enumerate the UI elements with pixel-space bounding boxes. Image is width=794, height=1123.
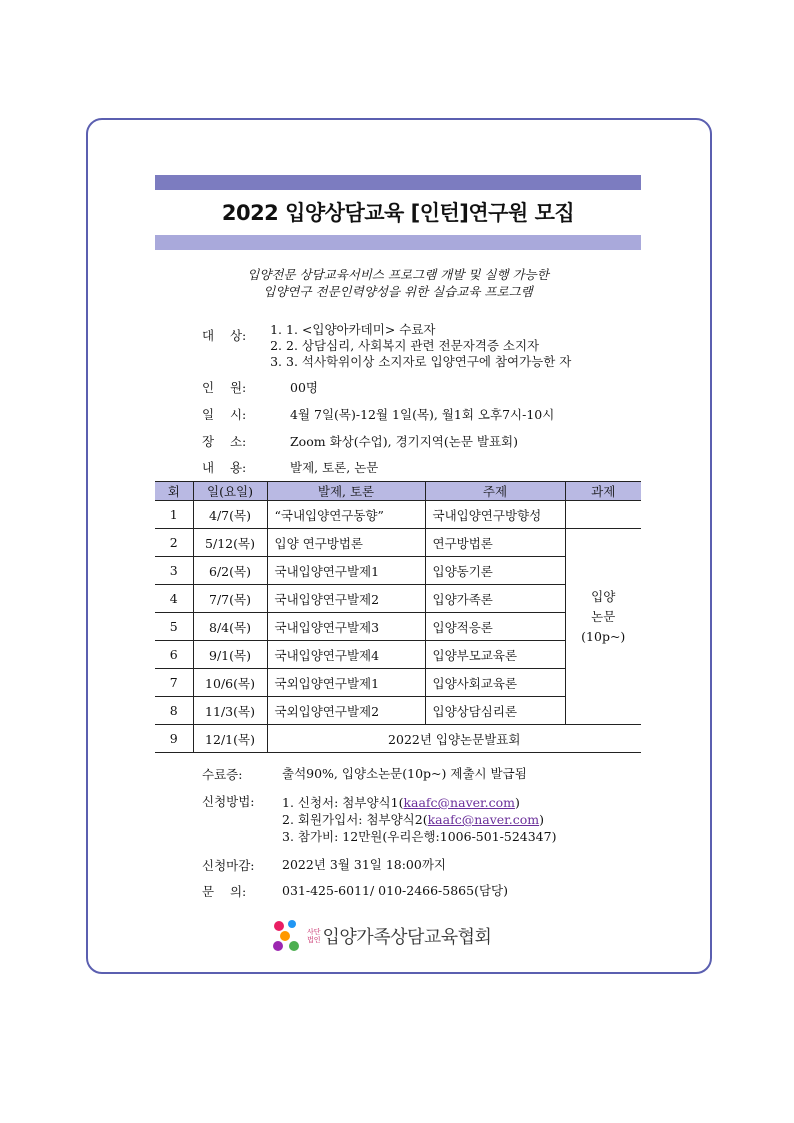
cell-date: 10/6(목) [193,669,267,697]
cell-date: 9/1(목) [193,641,267,669]
cell-topic: 국내입양연구발제3 [267,613,425,641]
cell-topic: 국내입양연구발제2 [267,585,425,613]
assignment-line-1: 입양 [591,588,616,604]
cell-date: 8/4(목) [193,613,267,641]
cell-topic: 입양 연구방법론 [267,529,425,557]
cell-no: 5 [155,613,193,641]
cell-subject: 입양동기론 [425,557,565,585]
apply-item-3: 3. 참가비: 12만원(우리은행:1006-501-524347) [282,829,557,844]
apply-item-1-suffix: ) [514,795,520,810]
subtitle [155,266,641,300]
logo-name: 입양가족상담교육협회 [322,927,492,948]
count-value: 00명 [290,380,318,395]
table-header-row [155,482,641,501]
cell-subject: 국내입양연구방향성 [425,501,565,529]
apply-email-link-2[interactable]: kaafc@naver.com [427,812,540,827]
cell-no: 6 [155,641,193,669]
target-item-2: 2. 2. 상담심리, 사회복지 관련 전문자격증 소지자 [286,338,571,354]
cell-date: 7/7(목) [193,585,267,613]
header-assignment: 과제 [565,482,641,501]
logo-small-bottom: 법인 [307,936,321,944]
target-item-3: 3. 3. 석사학위이상 소지자로 입양연구에 참여가능한 자 [286,354,571,370]
apply-email-link-1[interactable]: kaafc@naver.com [403,795,515,810]
cert-value: 출석90%, 입양소논문(10p~) 제출시 발급됨 [282,766,527,781]
cell-final-event: 2022년 입양논문발표회 [267,725,641,753]
datetime-value: 4월 7일(목)-12월 1일(목), 월1회 오후7시-10시 [290,407,555,422]
content-label: 내 용: [202,460,247,475]
cell-date: 12/1(목) [193,725,267,753]
cell-date: 6/2(목) [193,557,267,585]
contact-label: 문 의: [202,884,247,899]
subtitle-line-1: 입양전문 상담교육서비스 프로그램 개발 및 실행 가능한 [247,267,549,282]
header-subject: 주제 [425,482,565,501]
apply-list [282,794,556,845]
target-list [286,322,571,370]
table-row [155,501,641,529]
cell-no: 1 [155,501,193,529]
apply-item-2 [282,811,556,828]
cell-topic: 국내입양연구발제4 [267,641,425,669]
cell-assignment [565,529,641,725]
cell-subject: 입양가족론 [425,585,565,613]
title-bar-bottom [155,235,641,250]
cell-subject: 연구방법론 [425,529,565,557]
cell-no: 2 [155,529,193,557]
cell-no: 4 [155,585,193,613]
cell-assignment-empty [565,501,641,529]
cell-subject: 입양적응론 [425,613,565,641]
cell-subject: 입양상담심리론 [425,697,565,725]
header-topic: 발제, 토론 [267,482,425,501]
apply-item-1-prefix: 1. 신청서: 첨부양식1( [282,795,404,810]
header-no: 회 [155,482,193,501]
apply-item-2-suffix: ) [539,812,545,827]
apply-item-1 [282,794,556,811]
cell-date: 11/3(목) [193,697,267,725]
content-value: 발제, 토론, 논문 [290,460,379,475]
cell-topic: 국내입양연구발제1 [267,557,425,585]
table-row-final [155,725,641,753]
logo-mark-icon [272,919,304,953]
deadline-value: 2022년 3월 31일 18:00까지 [282,857,446,872]
deadline-label: 신청마감: [202,858,255,873]
target-label: 대 상: [202,328,247,343]
target-item-1: 1. 1. <입양아카데미> 수료자 [286,322,571,338]
cell-date: 5/12(목) [193,529,267,557]
apply-item-2-prefix: 2. 회원가입서: 첨부양식2( [282,812,428,827]
page-title: 2022 입양상담교육 [인턴]연구원 모집 [221,201,575,225]
table-row [155,529,641,557]
logo-small-text [307,928,321,944]
subtitle-line-2: 입양연구 전문인력양성을 위한 실습교육 프로그램 [263,284,533,299]
cell-no: 3 [155,557,193,585]
place-label: 장 소: [202,434,247,449]
cert-label: 수료증: [202,767,243,782]
cell-subject: 입양사회교육론 [425,669,565,697]
assignment-line-2: 논문 [591,608,616,624]
assignment-line-3: (10p~) [581,628,626,644]
cell-topic: “국내입양연구동향” [267,501,425,529]
cell-date: 4/7(목) [193,501,267,529]
cell-subject: 입양부모교육론 [425,641,565,669]
place-value: Zoom 화상(수업), 경기지역(논문 발표회) [290,434,518,449]
cell-topic: 국외입양연구발제2 [267,697,425,725]
cell-no: 7 [155,669,193,697]
logo-small-top: 사단 [307,928,321,936]
header-date: 일(요일) [193,482,267,501]
title-bar-top [155,175,641,190]
datetime-label: 일 시: [202,407,247,422]
cell-no: 9 [155,725,193,753]
count-label: 인 원: [202,380,247,395]
schedule-table [155,481,641,753]
apply-label: 신청방법: [202,794,255,809]
cell-no: 8 [155,697,193,725]
contact-value: 031-425-6011/ 010-2466-5865(담당) [282,883,508,898]
cell-topic: 국외입양연구발제1 [267,669,425,697]
association-logo [272,918,491,954]
